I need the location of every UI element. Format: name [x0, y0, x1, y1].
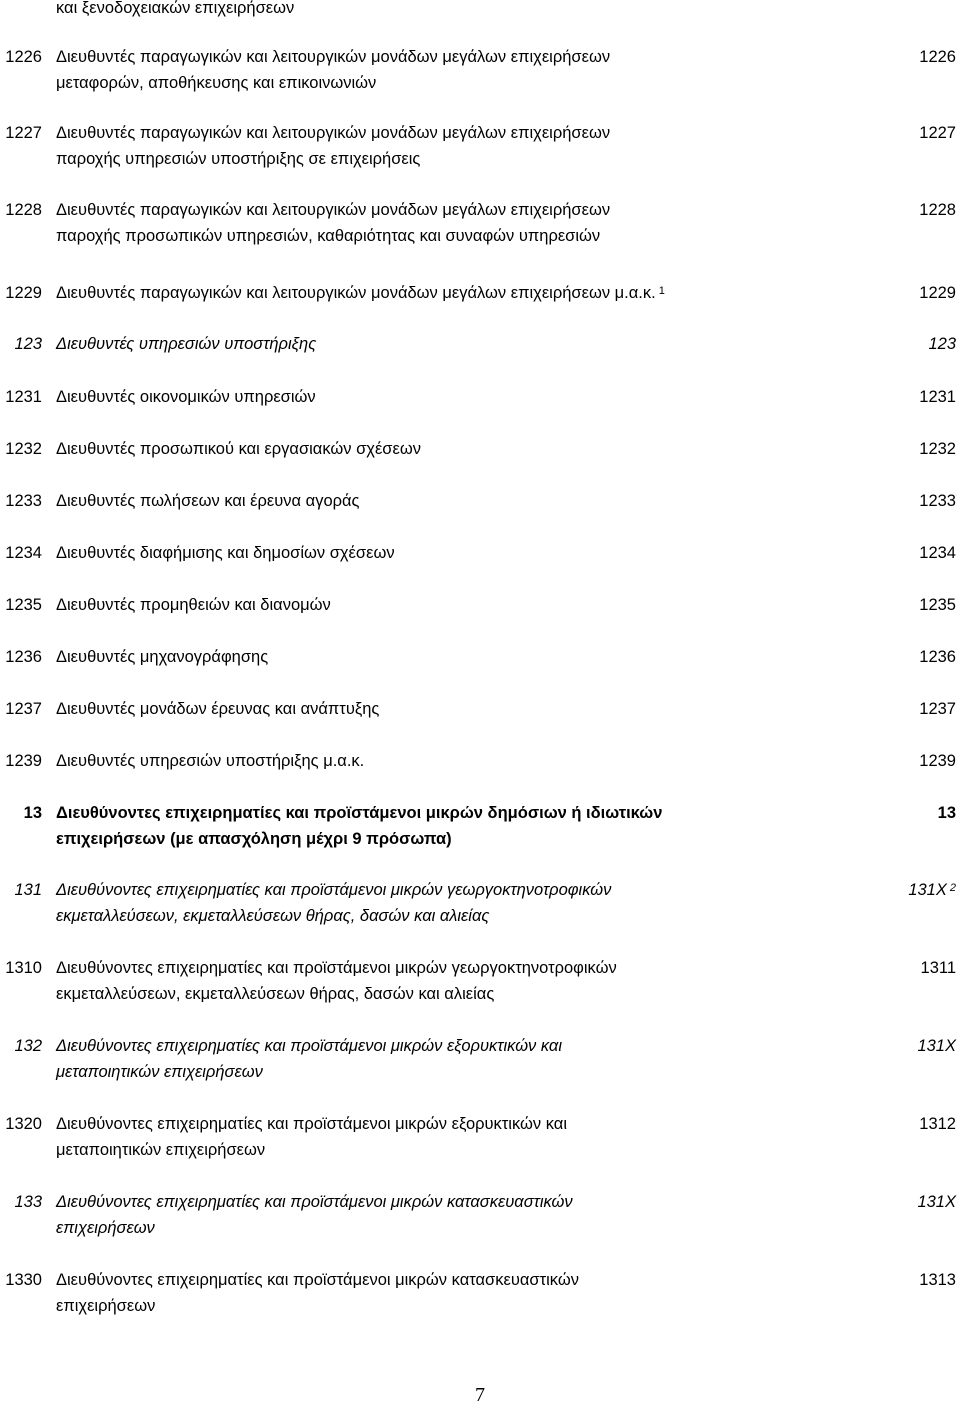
row-description: [56, 436, 776, 462]
row-description-line-1: [56, 488, 776, 514]
row-reference-code: [919, 699, 956, 719]
row-reference-code: [919, 751, 956, 771]
row-reference-text: 1226: [919, 48, 956, 66]
row-description-line-1: [56, 120, 776, 146]
row-description-line-1: [56, 1111, 776, 1137]
row-description-line-1: [56, 955, 776, 981]
row-reference-code: [919, 200, 956, 220]
row-code: 1232: [5, 440, 42, 458]
row-reference-code: [928, 334, 956, 354]
row-description-line-1: [56, 877, 776, 903]
row-description: [56, 644, 776, 670]
row-reference-text: 1313: [919, 1271, 956, 1289]
row-code: 132: [14, 1037, 42, 1055]
row-description-text: Διευθύνοντες επιχειρηματίες και προϊστάμενοι μικρών γεωργοκτηνοτροφικών: [56, 881, 612, 899]
row-reference-text: 1312: [919, 1115, 956, 1133]
row-reference-text: 1239: [919, 752, 956, 770]
row-description-text: Διευθύνοντες επιχειρηματίες και προϊστάμενοι μικρών εξορυκτικών και: [56, 1037, 562, 1055]
row-description-line-2: εκμεταλλεύσεων, εκμεταλλεύσεων θήρας, δασών και αλιείας: [56, 985, 495, 1003]
row-reference-code: [919, 439, 956, 459]
row-description-line-1: [56, 1033, 776, 1059]
row-description-text: Διευθυντές παραγωγικών και λειτουργικών μονάδων μεγάλων επιχειρήσεων: [56, 201, 611, 219]
row-description: [56, 592, 776, 618]
row-description: [56, 280, 776, 306]
row-reference-code: [919, 283, 956, 303]
row-code: 1228: [5, 201, 42, 219]
row-description-line-1: [56, 540, 776, 566]
page-number: 7: [475, 1384, 485, 1406]
row-description-line-2: επιχειρήσεων: [56, 1219, 155, 1237]
row-reference-text: 1229: [919, 284, 956, 302]
row-reference-code: [919, 595, 956, 615]
row-description: [56, 800, 776, 852]
row-description-text: Διευθυντές παραγωγικών και λειτουργικών μονάδων μεγάλων επιχειρήσεων μ.α.κ.: [56, 284, 656, 302]
row-description-line-1: [56, 1189, 776, 1215]
continuation-line: και ξενοδοχειακών επιχειρήσεων: [56, 0, 295, 17]
row-description-line-1: [56, 331, 776, 357]
row-description-line-2: παροχής υπηρεσιών υποστήριξης σε επιχειρήσεις: [56, 150, 421, 168]
row-description-text: Διευθύνοντες επιχειρηματίες και προϊστάμενοι μικρών δημόσιων ή ιδιωτικών: [56, 804, 663, 822]
row-description-text: Διευθυντές διαφήμισης και δημοσίων σχέσεων: [56, 544, 395, 562]
row-reference-code: [919, 1270, 956, 1290]
row-reference-code: [919, 1114, 956, 1134]
row-code: 1229: [5, 284, 42, 302]
row-code: 1237: [5, 700, 42, 718]
row-code: 1234: [5, 544, 42, 562]
row-description-text: Διευθύνοντες επιχειρηματίες και προϊστάμενοι μικρών γεωργοκτηνοτροφικών: [56, 959, 617, 977]
row-description-line-1: [56, 592, 776, 618]
row-code: 1231: [5, 388, 42, 406]
row-code: 1239: [5, 752, 42, 770]
row-description: [56, 120, 776, 172]
row-description-line-2: επιχειρήσεων (με απασχόληση μέχρι 9 πρόσωπα): [56, 830, 452, 848]
row-description-line-1: [56, 644, 776, 670]
row-code: 1235: [5, 596, 42, 614]
row-reference-code: [919, 387, 956, 407]
row-reference-text: 1235: [919, 596, 956, 614]
row-description: [56, 1189, 776, 1241]
footnote-marker: 1: [658, 285, 665, 297]
row-reference-text: 131X: [917, 1037, 956, 1055]
row-reference-text: 1232: [919, 440, 956, 458]
row-description-line-1: [56, 197, 776, 223]
row-reference-text: 1228: [919, 201, 956, 219]
row-description-text: Διευθυντές μηχανογράφησης: [56, 648, 269, 666]
row-description-text: Διευθυντές παραγωγικών και λειτουργικών μονάδων μεγάλων επιχειρήσεων: [56, 48, 611, 66]
row-code: 1226: [5, 48, 42, 66]
row-code: 1236: [5, 648, 42, 666]
row-code: 1330: [5, 1271, 42, 1289]
row-description: [56, 1111, 776, 1163]
row-reference-text: 131X: [908, 881, 947, 899]
row-description-line-2: μεταποιητικών επιχειρήσεων: [56, 1063, 263, 1081]
row-description-line-2: παροχής προσωπικών υπηρεσιών, καθαριότητας και συναφών υπηρεσιών: [56, 227, 601, 245]
row-reference-text: 1311: [920, 959, 956, 977]
row-description-text: Διευθυντές προσωπικού και εργασιακών σχέσεων: [56, 440, 421, 458]
row-description-text: Διευθύνοντες επιχειρηματίες και προϊστάμενοι μικρών κατασκευαστικών: [56, 1271, 579, 1289]
row-description-line-1: [56, 384, 776, 410]
row-code: 1320: [5, 1115, 42, 1133]
row-description: [56, 696, 776, 722]
row-reference-code: [938, 803, 956, 823]
row-reference-text: 13: [937, 804, 956, 822]
row-description-text: Διευθυντές οικονομικών υπηρεσιών: [56, 388, 316, 406]
row-description-line-1: [56, 436, 776, 462]
row-reference-text: 1233: [919, 492, 956, 510]
row-description-line-1: [56, 44, 776, 70]
footnote-marker: 2: [949, 882, 956, 894]
row-description-line-1: [56, 1267, 776, 1293]
row-reference-code: [919, 647, 956, 667]
row-description-line-2: μεταφορών, αποθήκευσης και επικοινωνιών: [56, 74, 377, 92]
row-description: [56, 748, 776, 774]
row-reference-code: [908, 880, 956, 900]
row-code: 133: [14, 1193, 42, 1211]
row-reference-code: [917, 1192, 956, 1212]
row-description-line-1: [56, 696, 776, 722]
row-reference-code: [921, 958, 956, 978]
row-description-text: Διευθυντές παραγωγικών και λειτουργικών μονάδων μεγάλων επιχειρήσεων: [56, 124, 611, 142]
row-code: 123: [14, 335, 42, 353]
row-description-line-2: μεταποιητικών επιχειρήσεων: [56, 1141, 266, 1159]
row-reference-code: [919, 543, 956, 563]
row-description: [56, 1033, 776, 1085]
row-description-line-2: επιχειρήσεων: [56, 1297, 156, 1315]
row-description: [56, 877, 776, 929]
row-reference-text: 1227: [919, 124, 956, 142]
row-description-line-2: εκμεταλλεύσεων, εκμεταλλεύσεων θήρας, δασών και αλιείας: [56, 907, 490, 925]
row-reference-code: [917, 1036, 956, 1056]
row-description-line-1: [56, 280, 776, 306]
row-description: [56, 331, 776, 357]
row-reference-text: 1231: [919, 388, 956, 406]
row-code: 1310: [5, 959, 42, 977]
row-description-line-1: [56, 800, 776, 826]
row-description-text: Διευθύνοντες επιχειρηματίες και προϊστάμενοι μικρών κατασκευαστικών: [56, 1193, 573, 1211]
row-description-text: Διευθυντές πωλήσεων και έρευνα αγοράς: [56, 492, 360, 510]
row-code: 13: [23, 804, 42, 822]
row-description: [56, 197, 776, 249]
row-description: [56, 1267, 776, 1319]
row-reference-code: [919, 47, 956, 67]
row-description: [56, 384, 776, 410]
row-description: [56, 488, 776, 514]
row-reference-text: 131X: [917, 1193, 956, 1211]
row-code: 1227: [5, 124, 42, 142]
row-description: [56, 955, 776, 1007]
row-reference-text: 1236: [919, 648, 956, 666]
row-reference-text: 1234: [919, 544, 956, 562]
row-description-text: Διευθυντές προμηθειών και διανομών: [56, 596, 331, 614]
row-description-text: Διευθύνοντες επιχειρηματίες και προϊστάμενοι μικρών εξορυκτικών και: [56, 1115, 567, 1133]
row-reference-text: 1237: [919, 700, 956, 718]
row-description-text: Διευθυντές υπηρεσιών υποστήριξης μ.α.κ.: [56, 752, 365, 770]
row-reference-code: [919, 491, 956, 511]
row-description-text: Διευθυντές μονάδων έρευνας και ανάπτυξης: [56, 700, 380, 718]
row-reference-text: 123: [928, 335, 956, 353]
row-code: 131: [14, 881, 42, 899]
row-description: [56, 44, 776, 96]
row-description: [56, 540, 776, 566]
row-reference-code: [919, 123, 956, 143]
row-description-text: Διευθυντές υπηρεσιών υποστήριξης: [56, 335, 317, 353]
row-code: 1233: [5, 492, 42, 510]
row-description-line-1: [56, 748, 776, 774]
